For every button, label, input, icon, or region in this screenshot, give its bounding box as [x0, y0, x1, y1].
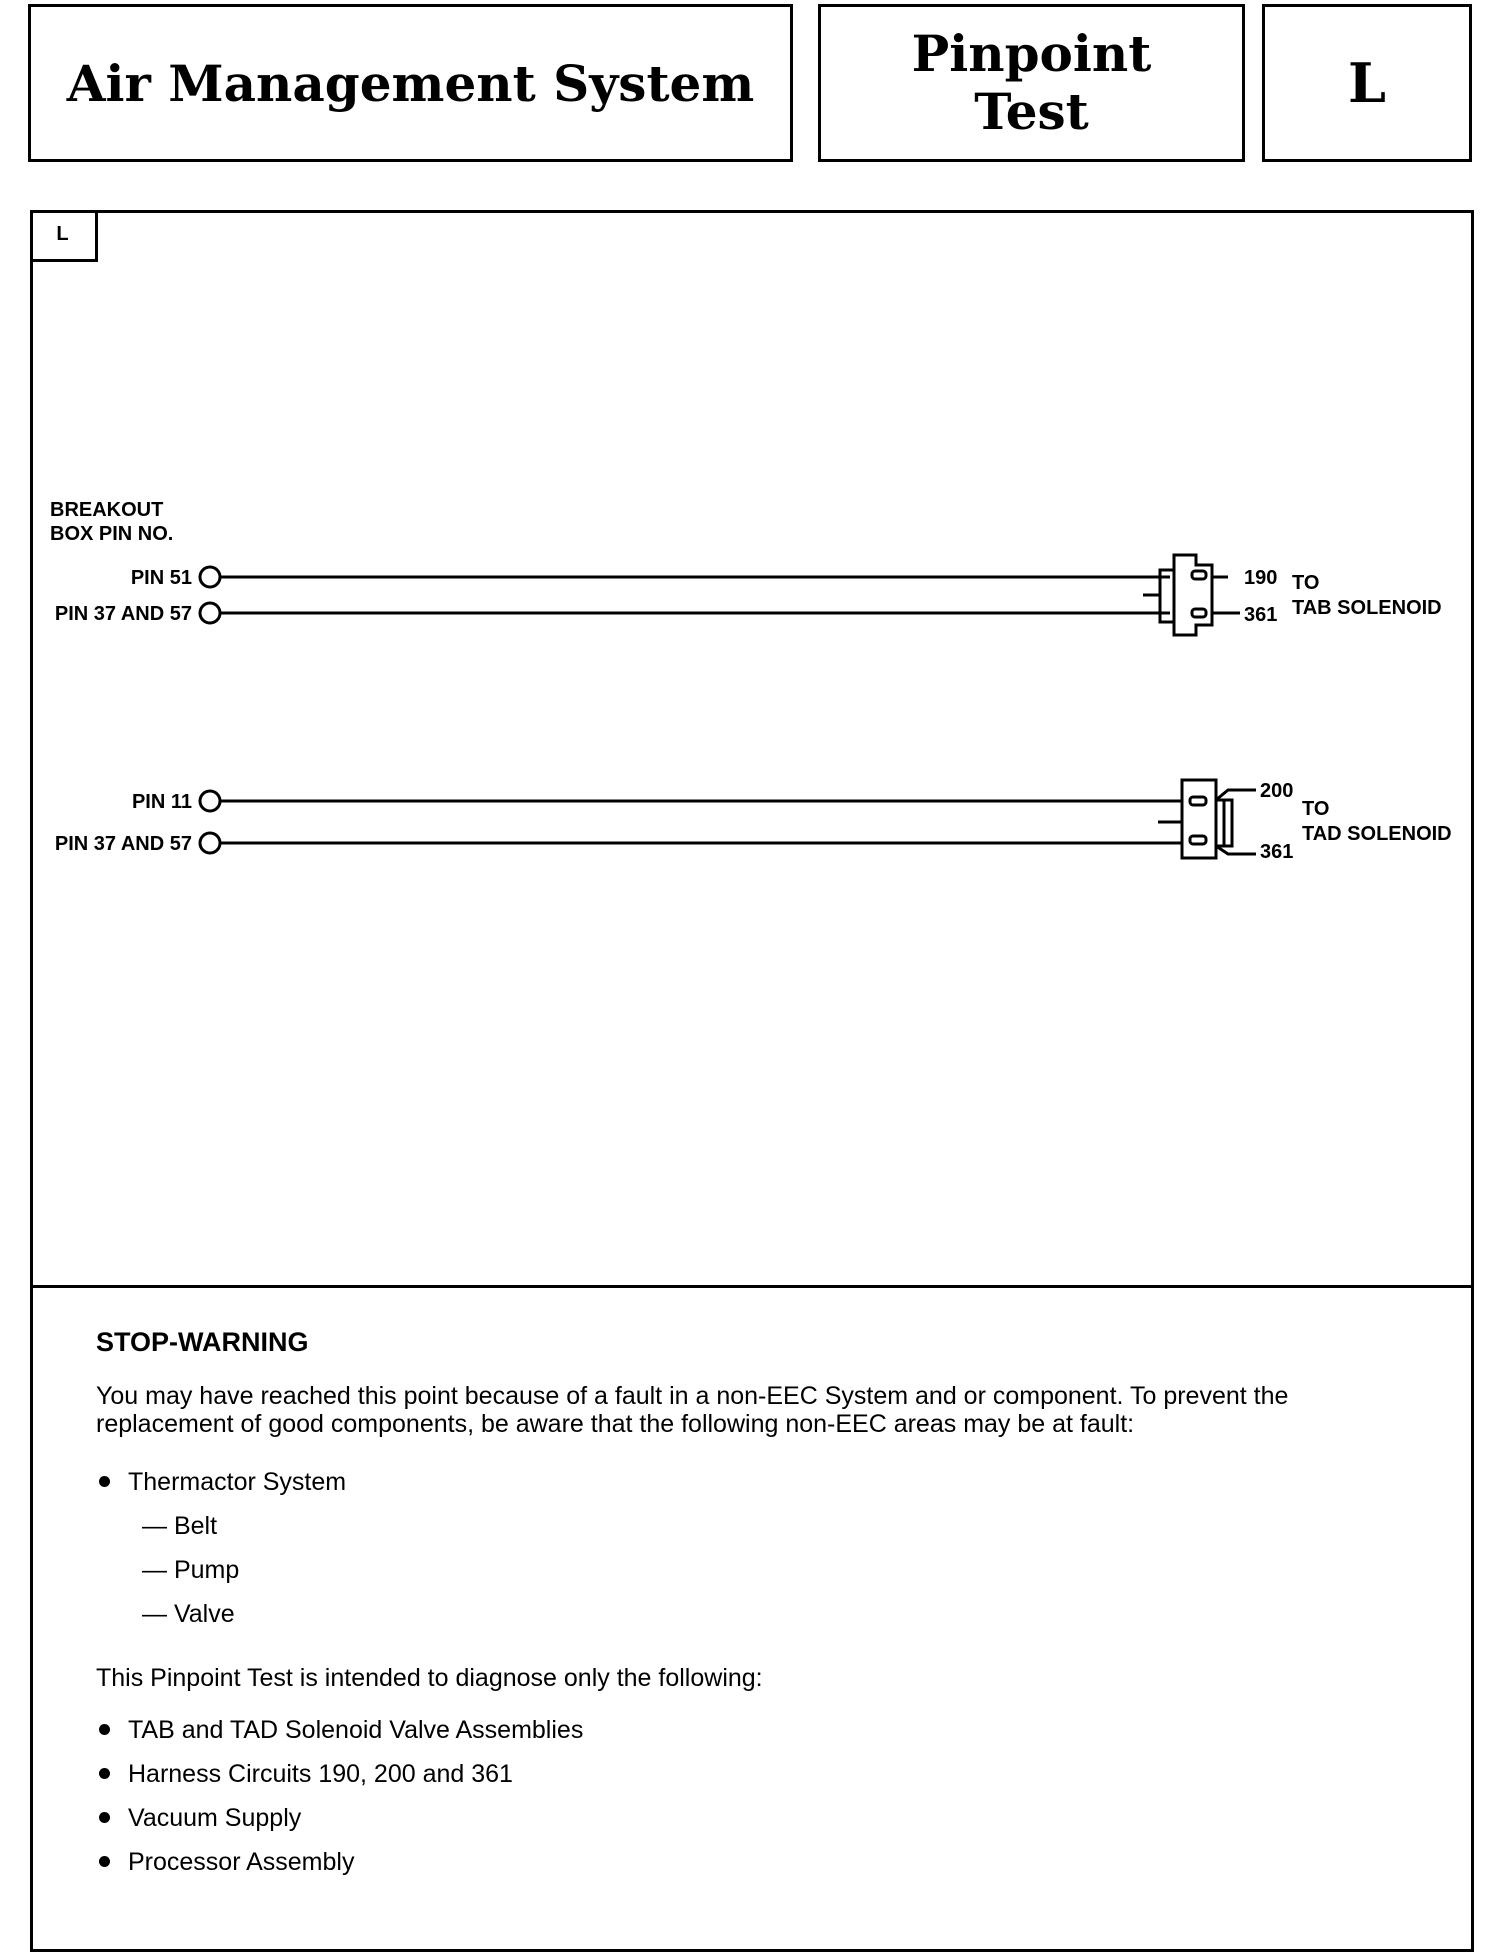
circuit-361-label-tad: 361 [1260, 841, 1294, 863]
bullet-icon [99, 1724, 110, 1735]
list-item: — Valve [142, 1600, 235, 1628]
diagnose-list [96, 1708, 1396, 1884]
test-title-line1: Pinpoint [911, 24, 1152, 83]
pin-37-57-label-tab: PIN 37 AND 57 [54, 603, 192, 625]
tad-to-label: TO [1302, 798, 1330, 820]
tab-to-label: TO [1292, 572, 1320, 594]
pin-51-terminal [200, 567, 220, 587]
tab-destination-label: TAB SOLENOID [1292, 597, 1442, 619]
pin-37-57-terminal-tad [200, 833, 220, 853]
pin-37-57-label-tad: PIN 37 AND 57 [54, 833, 192, 855]
list-item: — Pump [142, 1556, 240, 1584]
system-title-text: Air Management System [66, 53, 755, 113]
list-item: Processor Assembly [96, 1840, 1396, 1884]
pin-11-label: PIN 11 [131, 791, 192, 813]
bullet-icon [99, 1476, 110, 1487]
bullet-icon [99, 1768, 110, 1779]
circuit-361-label-tab: 361 [1244, 604, 1278, 626]
warning-text: You may have reached this point because of a fault in a non-EEC System and or component. To prevent the replacement of good components, be aware that the following non-EEC areas may be at fault: [96, 1382, 1289, 1438]
list-item: TAB and TAD Solenoid Valve Assemblies [96, 1708, 1396, 1752]
breakout-label-line1: BREAKOUT [50, 499, 164, 521]
thermactor-components-list [96, 1504, 1396, 1636]
warning-title: STOP-WARNING [96, 1327, 309, 1357]
stop-warning-section [96, 1320, 1396, 1884]
intended-text: This Pinpoint Test is intended to diagnose only the following: [96, 1664, 763, 1692]
pin-11-terminal [200, 791, 220, 811]
tab-connector [1143, 555, 1240, 635]
non-eec-areas-list [96, 1460, 1396, 1504]
tad-connector [1158, 780, 1256, 858]
bullet-icon [99, 1812, 110, 1823]
list-item: Harness Circuits 190, 200 and 361 [96, 1752, 1396, 1796]
circuit-200-label: 200 [1260, 780, 1294, 802]
test-title-line2: Test [974, 82, 1089, 141]
pin-37-57-terminal-tab [200, 603, 220, 623]
pin-51-label: PIN 51 [130, 567, 192, 589]
circuit-190-label: 190 [1244, 567, 1278, 589]
tad-destination-label: TAD SOLENOID [1302, 823, 1452, 845]
test-letter-text: L [1348, 51, 1386, 115]
list-item: Thermactor System [96, 1460, 1396, 1504]
bullet-icon [99, 1856, 110, 1867]
list-item: Vacuum Supply [96, 1796, 1396, 1840]
panel-label: L [30, 210, 98, 262]
list-item: — Belt [142, 1512, 218, 1540]
breakout-label-line2: BOX PIN NO. [50, 523, 174, 545]
